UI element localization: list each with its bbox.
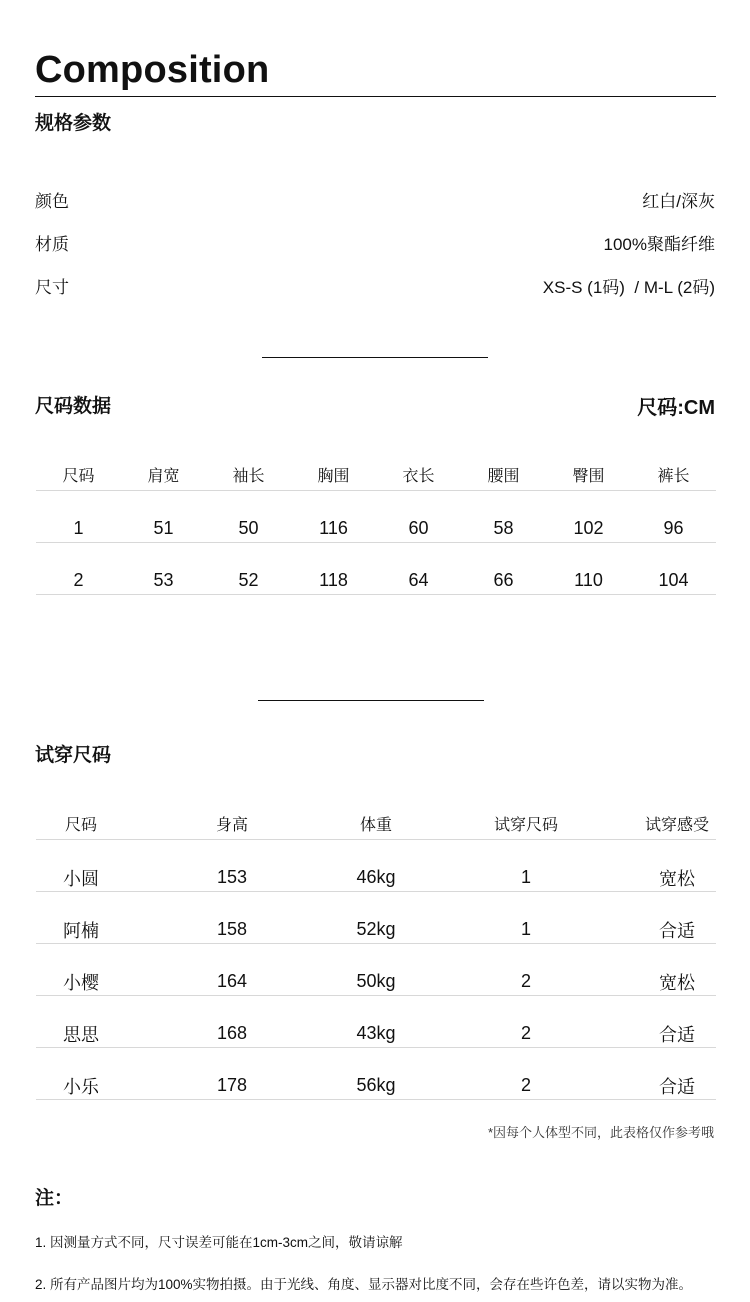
table-cell: 168 (216, 1023, 248, 1043)
table-cell: 宽松 (659, 972, 695, 993)
spec-section-title: 规格参数 (35, 113, 112, 134)
table-cell: 合适 (659, 1076, 695, 1097)
table-row (36, 491, 716, 543)
column-header: 胸围 (317, 467, 350, 485)
try-on-footnote: *因每个人体型不同，此表格仅作参考哦 (487, 1125, 714, 1140)
table-cell: 50 (238, 518, 259, 538)
spec-row-material (35, 229, 715, 255)
try-on-title: 试穿尺码 (35, 745, 112, 766)
column-header: 试穿尺码 (493, 816, 558, 834)
table-header-row (36, 458, 716, 491)
spec-row-color (35, 186, 715, 212)
column-header: 腰围 (487, 467, 520, 485)
table-row (36, 840, 716, 892)
size-data-table (36, 458, 716, 595)
table-cell: 60 (408, 518, 429, 538)
column-header: 臀围 (572, 467, 605, 485)
table-cell: 102 (573, 518, 604, 538)
table-row (36, 1048, 716, 1100)
table-cell: 58 (493, 518, 514, 538)
size-unit-label: 尺码:CM (637, 397, 715, 419)
table-cell: 52kg (356, 919, 396, 939)
table-cell: 64 (408, 570, 429, 590)
notes-title: 注： (35, 1188, 74, 1209)
table-cell: 56kg (356, 1075, 396, 1095)
table-cell: 小圆 (63, 868, 99, 889)
column-header: 裤长 (657, 467, 690, 485)
table-cell: 思思 (63, 1024, 99, 1045)
column-header: 肩宽 (147, 467, 180, 485)
column-header: 尺码 (62, 467, 95, 485)
table-cell: 2 (520, 1023, 531, 1043)
note-item: 2. 所有产品图片均为100%实物拍摄。由于光线、角度、显示器对比度不同，会存在些许色差，请以实物为准。 (35, 1277, 693, 1292)
table-cell: 合适 (659, 1024, 695, 1045)
table-cell: 1 (73, 518, 84, 538)
table-cell: 66 (493, 570, 514, 590)
table-cell: 阿楠 (63, 920, 99, 941)
try-on-table (36, 807, 716, 1100)
table-row (36, 996, 716, 1048)
table-cell: 110 (574, 570, 603, 590)
table-cell: 52 (238, 570, 259, 590)
table-cell: 合适 (659, 920, 695, 941)
table-cell: 2 (73, 570, 84, 590)
size-data-title: 尺码数据 (35, 396, 112, 417)
table-cell: 1 (520, 867, 531, 887)
column-header: 袖长 (232, 467, 265, 485)
table-cell: 116 (319, 518, 348, 538)
table-cell: 50kg (356, 971, 396, 991)
spec-label: 材质 (35, 234, 69, 254)
section-divider (262, 357, 488, 358)
column-header: 体重 (359, 816, 392, 834)
table-cell: 宽松 (659, 868, 695, 889)
table-cell: 104 (658, 570, 689, 590)
table-cell: 46kg (356, 867, 396, 887)
spec-label: 尺寸 (35, 277, 69, 297)
section-divider (258, 700, 484, 701)
column-header: 试穿感受 (644, 816, 709, 834)
table-row (36, 944, 716, 996)
spec-value: 红白/深灰 (642, 191, 715, 211)
column-header: 身高 (215, 816, 248, 834)
page-title: Composition (35, 49, 270, 91)
table-cell: 1 (520, 919, 531, 939)
table-header-row (36, 807, 716, 840)
table-cell: 小乐 (63, 1076, 99, 1097)
table-cell: 53 (153, 570, 174, 590)
spec-value: XS-S (1码) / M-L (2码) (542, 277, 715, 297)
column-header: 尺码 (64, 816, 97, 834)
table-row (36, 892, 716, 944)
spec-value: 100%聚酯纤维 (603, 234, 715, 254)
table-cell: 小樱 (63, 972, 99, 993)
table-cell: 164 (216, 971, 248, 991)
table-cell: 43kg (356, 1023, 396, 1043)
table-cell: 96 (663, 518, 684, 538)
note-item: 1. 因测量方式不同，尺寸误差可能在1cm-3cm之间，敬请谅解 (35, 1235, 403, 1250)
table-cell: 158 (216, 919, 248, 939)
table-cell: 2 (520, 1075, 531, 1095)
table-cell: 178 (216, 1075, 248, 1095)
table-cell: 118 (319, 570, 348, 590)
table-cell: 2 (520, 971, 531, 991)
spec-row-size (35, 272, 715, 298)
column-header: 衣长 (402, 467, 435, 485)
table-cell: 51 (153, 518, 174, 538)
table-row (36, 543, 716, 595)
spec-label: 颜色 (35, 191, 69, 211)
table-cell: 153 (216, 867, 248, 887)
header-divider (35, 96, 716, 97)
